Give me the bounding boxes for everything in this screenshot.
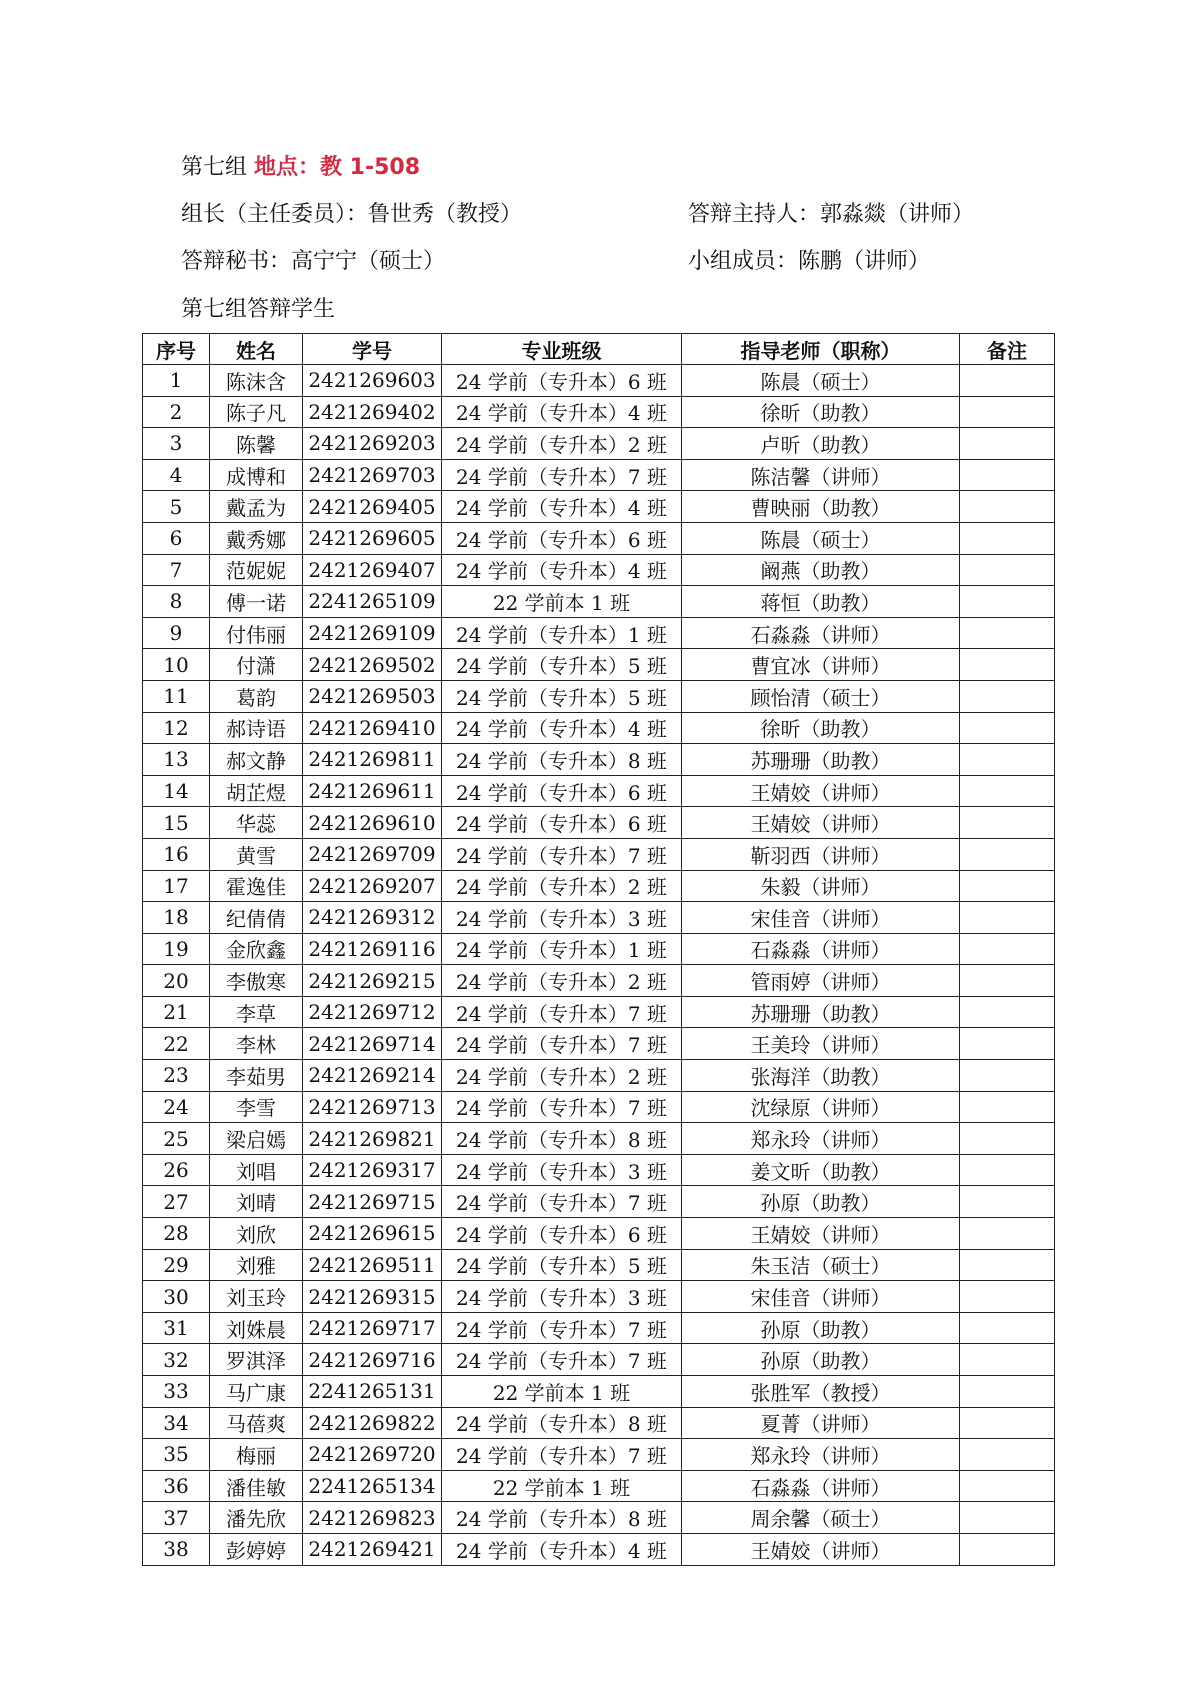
table-row — [143, 1439, 1055, 1471]
cell-student-id: 2421269821 — [303, 1123, 442, 1155]
cell-remark — [960, 838, 1055, 870]
table-row — [143, 807, 1055, 839]
cell-name: 付伟丽 — [210, 617, 303, 649]
cell-index: 2 — [143, 396, 210, 428]
cell-class: 24 学前（专升本）5 班 — [442, 1249, 682, 1281]
cell-advisor: 陈洁馨（讲师） — [682, 459, 960, 491]
cell-advisor: 王婧姣（讲师） — [682, 1533, 960, 1565]
cell-class: 24 学前（专升本）2 班 — [442, 1060, 682, 1092]
column-header-advisor: 指导老师（职称） — [682, 334, 960, 365]
table-row — [143, 1407, 1055, 1439]
cell-index: 10 — [143, 649, 210, 681]
table-row — [143, 428, 1055, 460]
cell-remark — [960, 1470, 1055, 1502]
cell-name: 马蓓爽 — [210, 1407, 303, 1439]
cell-remark — [960, 1502, 1055, 1534]
cell-advisor: 顾怡清（硕士） — [682, 680, 960, 712]
cell-advisor: 朱毅（讲师） — [682, 870, 960, 902]
table-row — [143, 965, 1055, 997]
cell-index: 20 — [143, 965, 210, 997]
cell-class: 24 学前（专升本）8 班 — [442, 744, 682, 776]
cell-advisor: 苏珊珊（助教） — [682, 744, 960, 776]
table-row — [143, 1218, 1055, 1250]
cell-student-id: 2421269703 — [303, 459, 442, 491]
table-row — [143, 1060, 1055, 1092]
cell-advisor: 王婧姣（讲师） — [682, 807, 960, 839]
cell-remark — [960, 1060, 1055, 1092]
cell-class: 24 学前（专升本）5 班 — [442, 649, 682, 681]
cell-index: 12 — [143, 712, 210, 744]
table-row — [143, 1502, 1055, 1534]
cell-remark — [960, 554, 1055, 586]
cell-index: 5 — [143, 491, 210, 523]
cell-advisor: 周余馨（硕士） — [682, 1502, 960, 1534]
cell-class: 24 学前（专升本）4 班 — [442, 1533, 682, 1565]
group-heading — [181, 153, 420, 183]
group-title: 第七组 — [181, 155, 248, 180]
table-row — [143, 491, 1055, 523]
cell-remark — [960, 1407, 1055, 1439]
cell-advisor: 徐昕（助教） — [682, 712, 960, 744]
cell-remark — [960, 1249, 1055, 1281]
cell-advisor: 阚燕（助教） — [682, 554, 960, 586]
cell-remark — [960, 744, 1055, 776]
cell-class: 24 学前（专升本）3 班 — [442, 902, 682, 934]
cell-advisor: 王美玲（讲师） — [682, 1028, 960, 1060]
cell-student-id: 2421269605 — [303, 522, 442, 554]
cell-index: 34 — [143, 1407, 210, 1439]
cell-name: 李雪 — [210, 1091, 303, 1123]
table-row — [143, 1344, 1055, 1376]
cell-student-id: 2421269503 — [303, 680, 442, 712]
cell-advisor: 王婧姣（讲师） — [682, 775, 960, 807]
cell-index: 13 — [143, 744, 210, 776]
cell-class: 24 学前（专升本）1 班 — [442, 933, 682, 965]
table-row — [143, 459, 1055, 491]
cell-index: 23 — [143, 1060, 210, 1092]
cell-remark — [960, 1186, 1055, 1218]
cell-student-id: 2421269109 — [303, 617, 442, 649]
cell-advisor: 郑永玲（讲师） — [682, 1439, 960, 1471]
cell-remark — [960, 649, 1055, 681]
cell-name: 戴孟为 — [210, 491, 303, 523]
cell-name: 陈馨 — [210, 428, 303, 460]
cell-name: 刘欣 — [210, 1218, 303, 1250]
cell-remark — [960, 712, 1055, 744]
table-row — [143, 1249, 1055, 1281]
cell-advisor: 曹宜冰（讲师） — [682, 649, 960, 681]
location-label: 地点：教 1-508 — [254, 155, 421, 180]
column-header-name: 姓名 — [210, 334, 303, 365]
cell-name: 黄雪 — [210, 838, 303, 870]
cell-advisor: 王婧姣（讲师） — [682, 1218, 960, 1250]
cell-remark — [960, 586, 1055, 618]
cell-class: 24 学前（专升本）5 班 — [442, 680, 682, 712]
cell-name: 付潇 — [210, 649, 303, 681]
cell-class: 24 学前（专升本）7 班 — [442, 1028, 682, 1060]
cell-advisor: 卢昕（助教） — [682, 428, 960, 460]
cell-class: 24 学前（专升本）6 班 — [442, 522, 682, 554]
students-table — [142, 333, 1055, 1566]
cell-class: 24 学前（专升本）7 班 — [442, 1439, 682, 1471]
cell-name: 陈沫含 — [210, 365, 303, 397]
table-row — [143, 838, 1055, 870]
cell-name: 梁启嫣 — [210, 1123, 303, 1155]
cell-class: 24 学前（专升本）2 班 — [442, 965, 682, 997]
table-row — [143, 586, 1055, 618]
cell-name: 马广康 — [210, 1376, 303, 1408]
table-row — [143, 1533, 1055, 1565]
cell-student-id: 2421269315 — [303, 1281, 442, 1313]
cell-class: 24 学前（专升本）6 班 — [442, 807, 682, 839]
cell-advisor: 张海洋（助教） — [682, 1060, 960, 1092]
cell-student-id: 2421269822 — [303, 1407, 442, 1439]
table-row — [143, 933, 1055, 965]
cell-class: 24 学前（专升本）4 班 — [442, 396, 682, 428]
table-row — [143, 1154, 1055, 1186]
table-row — [143, 617, 1055, 649]
table-row — [143, 870, 1055, 902]
column-header-index: 序号 — [143, 334, 210, 365]
cell-name: 彭婷婷 — [210, 1533, 303, 1565]
cell-advisor: 石淼淼（讲师） — [682, 933, 960, 965]
cell-student-id: 2421269405 — [303, 491, 442, 523]
table-body — [143, 365, 1055, 1566]
cell-name: 葛韵 — [210, 680, 303, 712]
cell-advisor: 曹映丽（助教） — [682, 491, 960, 523]
cell-index: 1 — [143, 365, 210, 397]
cell-student-id: 2421269823 — [303, 1502, 442, 1534]
cell-index: 22 — [143, 1028, 210, 1060]
cell-name: 纪倩倩 — [210, 902, 303, 934]
cell-index: 27 — [143, 1186, 210, 1218]
cell-student-id: 2421269720 — [303, 1439, 442, 1471]
cell-index: 7 — [143, 554, 210, 586]
cell-student-id: 2241265131 — [303, 1376, 442, 1408]
cell-student-id: 2241265134 — [303, 1470, 442, 1502]
cell-advisor: 夏菁（讲师） — [682, 1407, 960, 1439]
table-row — [143, 1123, 1055, 1155]
cell-class: 24 学前（专升本）8 班 — [442, 1502, 682, 1534]
cell-advisor: 朱玉洁（硕士） — [682, 1249, 960, 1281]
cell-remark — [960, 459, 1055, 491]
cell-class: 24 学前（专升本）7 班 — [442, 838, 682, 870]
cell-class: 24 学前（专升本）7 班 — [442, 1091, 682, 1123]
cell-name: 刘唱 — [210, 1154, 303, 1186]
cell-advisor: 靳羽西（讲师） — [682, 838, 960, 870]
table-row — [143, 902, 1055, 934]
cell-index: 19 — [143, 933, 210, 965]
cell-name: 刘晴 — [210, 1186, 303, 1218]
cell-advisor: 姜文昕（助教） — [682, 1154, 960, 1186]
cell-remark — [960, 1281, 1055, 1313]
cell-class: 24 学前（专升本）7 班 — [442, 1186, 682, 1218]
cell-remark — [960, 996, 1055, 1028]
cell-index: 14 — [143, 775, 210, 807]
cell-class: 24 学前（专升本）7 班 — [442, 996, 682, 1028]
cell-class: 24 学前（专升本）7 班 — [442, 1312, 682, 1344]
cell-index: 18 — [143, 902, 210, 934]
cell-class: 22 学前本 1 班 — [442, 1470, 682, 1502]
cell-student-id: 2421269811 — [303, 744, 442, 776]
table-row — [143, 1376, 1055, 1408]
cell-name: 胡芷煜 — [210, 775, 303, 807]
cell-class: 24 学前（专升本）6 班 — [442, 1218, 682, 1250]
cell-remark — [960, 1439, 1055, 1471]
table-row — [143, 1091, 1055, 1123]
cell-class: 24 学前（专升本）4 班 — [442, 712, 682, 744]
cell-student-id: 2421269410 — [303, 712, 442, 744]
cell-student-id: 2421269317 — [303, 1154, 442, 1186]
cell-student-id: 2421269714 — [303, 1028, 442, 1060]
table-row — [143, 996, 1055, 1028]
cell-index: 30 — [143, 1281, 210, 1313]
cell-index: 8 — [143, 586, 210, 618]
cell-index: 21 — [143, 996, 210, 1028]
cell-remark — [960, 491, 1055, 523]
table-row — [143, 649, 1055, 681]
cell-remark — [960, 680, 1055, 712]
column-header-class: 专业班级 — [442, 334, 682, 365]
cell-student-id: 2421269116 — [303, 933, 442, 965]
cell-name: 罗淇泽 — [210, 1344, 303, 1376]
cell-student-id: 2421269610 — [303, 807, 442, 839]
table-row — [143, 744, 1055, 776]
leader-line: 组长（主任委员）：鲁世秀（教授） — [181, 202, 523, 227]
cell-student-id: 2421269713 — [303, 1091, 442, 1123]
table-row — [143, 522, 1055, 554]
table-row — [143, 1312, 1055, 1344]
cell-advisor: 宋佳音（讲师） — [682, 1281, 960, 1313]
cell-index: 36 — [143, 1470, 210, 1502]
cell-name: 李茹男 — [210, 1060, 303, 1092]
cell-class: 24 学前（专升本）3 班 — [442, 1154, 682, 1186]
cell-class: 22 学前本 1 班 — [442, 586, 682, 618]
cell-student-id: 2421269312 — [303, 902, 442, 934]
cell-advisor: 郑永玲（讲师） — [682, 1123, 960, 1155]
cell-class: 24 学前（专升本）2 班 — [442, 870, 682, 902]
table-row — [143, 554, 1055, 586]
cell-remark — [960, 1154, 1055, 1186]
cell-advisor: 蒋恒（助教） — [682, 586, 960, 618]
cell-index: 6 — [143, 522, 210, 554]
cell-class: 24 学前（专升本）4 班 — [442, 491, 682, 523]
cell-name: 戴秀娜 — [210, 522, 303, 554]
cell-student-id: 2421269615 — [303, 1218, 442, 1250]
column-header-student-id: 学号 — [303, 334, 442, 365]
cell-name: 郝文静 — [210, 744, 303, 776]
cell-remark — [960, 522, 1055, 554]
cell-name: 刘玉玲 — [210, 1281, 303, 1313]
cell-class: 24 学前（专升本）7 班 — [442, 1344, 682, 1376]
table-header-row — [143, 334, 1055, 365]
cell-remark — [960, 396, 1055, 428]
member-line: 小组成员：陈鹏（讲师） — [688, 249, 931, 274]
cell-name: 潘先欣 — [210, 1502, 303, 1534]
cell-class: 24 学前（专升本）6 班 — [442, 365, 682, 397]
cell-class: 24 学前（专升本）8 班 — [442, 1123, 682, 1155]
cell-remark — [960, 775, 1055, 807]
cell-index: 11 — [143, 680, 210, 712]
table-row — [143, 712, 1055, 744]
cell-student-id: 2421269402 — [303, 396, 442, 428]
cell-class: 24 学前（专升本）1 班 — [442, 617, 682, 649]
cell-student-id: 2421269712 — [303, 996, 442, 1028]
cell-advisor: 管雨婷（讲师） — [682, 965, 960, 997]
cell-student-id: 2421269709 — [303, 838, 442, 870]
cell-index: 26 — [143, 1154, 210, 1186]
cell-remark — [960, 807, 1055, 839]
cell-advisor: 孙原（助教） — [682, 1312, 960, 1344]
cell-student-id: 2421269603 — [303, 365, 442, 397]
cell-index: 32 — [143, 1344, 210, 1376]
table-row — [143, 775, 1055, 807]
cell-student-id: 2421269207 — [303, 870, 442, 902]
cell-student-id: 2421269214 — [303, 1060, 442, 1092]
cell-index: 25 — [143, 1123, 210, 1155]
cell-remark — [960, 933, 1055, 965]
cell-student-id: 2421269421 — [303, 1533, 442, 1565]
cell-remark — [960, 1028, 1055, 1060]
cell-student-id: 2421269715 — [303, 1186, 442, 1218]
table-row — [143, 365, 1055, 397]
secretary-line: 答辩秘书：高宁宁（硕士） — [181, 249, 446, 274]
cell-student-id: 2421269203 — [303, 428, 442, 460]
cell-name: 刘姝晨 — [210, 1312, 303, 1344]
cell-student-id: 2421269716 — [303, 1344, 442, 1376]
cell-advisor: 沈绿原（讲师） — [682, 1091, 960, 1123]
students-title: 第七组答辩学生 — [181, 297, 336, 322]
cell-index: 35 — [143, 1439, 210, 1471]
cell-advisor: 张胜军（教授） — [682, 1376, 960, 1408]
cell-remark — [960, 1344, 1055, 1376]
cell-remark — [960, 1091, 1055, 1123]
cell-remark — [960, 1376, 1055, 1408]
cell-class: 24 学前（专升本）4 班 — [442, 554, 682, 586]
cell-advisor: 苏珊珊（助教） — [682, 996, 960, 1028]
cell-advisor: 宋佳音（讲师） — [682, 902, 960, 934]
cell-remark — [960, 365, 1055, 397]
cell-student-id: 2421269502 — [303, 649, 442, 681]
cell-remark — [960, 902, 1055, 934]
table-row — [143, 1470, 1055, 1502]
cell-name: 李林 — [210, 1028, 303, 1060]
cell-remark — [960, 1218, 1055, 1250]
cell-name: 梅丽 — [210, 1439, 303, 1471]
cell-class: 24 学前（专升本）6 班 — [442, 775, 682, 807]
column-header-remark: 备注 — [960, 334, 1055, 365]
cell-student-id: 2421269717 — [303, 1312, 442, 1344]
cell-advisor: 石淼淼（讲师） — [682, 617, 960, 649]
cell-name: 金欣鑫 — [210, 933, 303, 965]
cell-name: 刘雅 — [210, 1249, 303, 1281]
cell-index: 15 — [143, 807, 210, 839]
cell-class: 22 学前本 1 班 — [442, 1376, 682, 1408]
cell-name: 华蕊 — [210, 807, 303, 839]
cell-name: 范妮妮 — [210, 554, 303, 586]
host-line: 答辩主持人：郭淼燚（讲师） — [688, 202, 975, 227]
cell-index: 24 — [143, 1091, 210, 1123]
cell-index: 29 — [143, 1249, 210, 1281]
cell-remark — [960, 1123, 1055, 1155]
cell-name: 李草 — [210, 996, 303, 1028]
cell-advisor: 孙原（助教） — [682, 1344, 960, 1376]
table-row — [143, 396, 1055, 428]
cell-name: 李傲寒 — [210, 965, 303, 997]
cell-index: 28 — [143, 1218, 210, 1250]
cell-index: 31 — [143, 1312, 210, 1344]
cell-class: 24 学前（专升本）2 班 — [442, 428, 682, 460]
cell-index: 3 — [143, 428, 210, 460]
table-row — [143, 1028, 1055, 1060]
cell-student-id: 2421269215 — [303, 965, 442, 997]
cell-class: 24 学前（专升本）3 班 — [442, 1281, 682, 1313]
table-row — [143, 680, 1055, 712]
cell-student-id: 2241265109 — [303, 586, 442, 618]
cell-index: 17 — [143, 870, 210, 902]
cell-remark — [960, 870, 1055, 902]
cell-advisor: 徐昕（助教） — [682, 396, 960, 428]
table-row — [143, 1281, 1055, 1313]
cell-name: 潘佳敏 — [210, 1470, 303, 1502]
cell-index: 16 — [143, 838, 210, 870]
cell-index: 37 — [143, 1502, 210, 1534]
cell-advisor: 孙原（助教） — [682, 1186, 960, 1218]
table-row — [143, 1186, 1055, 1218]
cell-remark — [960, 1312, 1055, 1344]
cell-name: 成博和 — [210, 459, 303, 491]
cell-remark — [960, 965, 1055, 997]
cell-advisor: 陈晨（硕士） — [682, 522, 960, 554]
cell-index: 33 — [143, 1376, 210, 1408]
cell-student-id: 2421269407 — [303, 554, 442, 586]
cell-advisor: 石淼淼（讲师） — [682, 1470, 960, 1502]
cell-index: 9 — [143, 617, 210, 649]
cell-student-id: 2421269511 — [303, 1249, 442, 1281]
cell-remark — [960, 428, 1055, 460]
cell-index: 4 — [143, 459, 210, 491]
cell-name: 霍逸佳 — [210, 870, 303, 902]
cell-index: 38 — [143, 1533, 210, 1565]
cell-name: 傅一诺 — [210, 586, 303, 618]
cell-class: 24 学前（专升本）8 班 — [442, 1407, 682, 1439]
cell-name: 郝诗语 — [210, 712, 303, 744]
cell-remark — [960, 1533, 1055, 1565]
cell-student-id: 2421269611 — [303, 775, 442, 807]
cell-class: 24 学前（专升本）7 班 — [442, 459, 682, 491]
cell-advisor: 陈晨（硕士） — [682, 365, 960, 397]
cell-remark — [960, 617, 1055, 649]
cell-name: 陈子凡 — [210, 396, 303, 428]
